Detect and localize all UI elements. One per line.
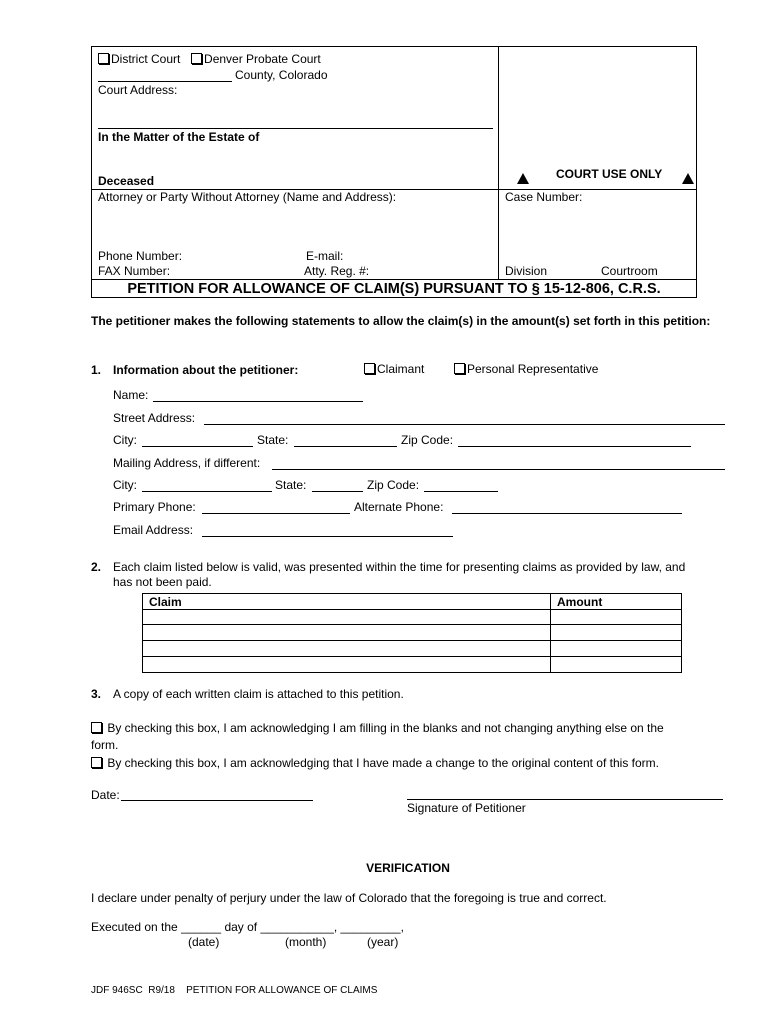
triangle-up-icon bbox=[682, 173, 694, 187]
form-title: PETITION FOR ALLOWANCE OF CLAIM(S) PURSUANT TO § 15-12-806, C.R.S. bbox=[127, 281, 661, 297]
form-revision: R9/18 bbox=[148, 985, 175, 996]
table-row[interactable] bbox=[143, 609, 681, 610]
executed-line[interactable]: Executed on the ______ day of ___________, _________, bbox=[91, 920, 404, 934]
triangle-up-icon bbox=[517, 173, 529, 187]
estate-name-line[interactable] bbox=[98, 128, 493, 129]
court-use-only: COURT USE ONLY bbox=[556, 167, 663, 181]
district-court-label: District Court bbox=[111, 52, 181, 66]
fax-label: FAX Number: bbox=[98, 264, 171, 278]
courtroom-label: Courtroom bbox=[601, 264, 658, 278]
executed-date-caption: (date) bbox=[188, 935, 220, 949]
mailing-zip-label: Zip Code: bbox=[367, 478, 420, 492]
ack-unchanged-line-2: form. bbox=[91, 738, 119, 752]
county-label: County, Colorado bbox=[235, 68, 328, 82]
personal-rep-checkbox[interactable] bbox=[454, 363, 465, 374]
claims-table bbox=[142, 593, 682, 673]
name-label: Name: bbox=[113, 388, 149, 402]
street-label: Street Address: bbox=[113, 411, 196, 425]
signature-label: Signature of Petitioner bbox=[407, 801, 526, 815]
caption-row-line-2 bbox=[91, 279, 697, 280]
claims-header-claim: Claim bbox=[149, 595, 182, 609]
ack-unchanged-checkbox[interactable] bbox=[91, 722, 102, 733]
matter-label: In the Matter of the Estate of bbox=[98, 130, 260, 144]
ack-unchanged bbox=[91, 721, 664, 735]
email-address-label: Email Address: bbox=[113, 523, 194, 537]
mailing-state-label: State: bbox=[275, 478, 307, 492]
claimant-label: Claimant bbox=[377, 362, 425, 376]
section-2-line-2: has not been paid. bbox=[113, 575, 212, 589]
verification-heading: VERIFICATION bbox=[366, 861, 450, 875]
claims-column-divider bbox=[550, 594, 551, 672]
email-label: E-mail: bbox=[306, 249, 344, 263]
personal-rep-label: Personal Representative bbox=[467, 362, 599, 376]
verification-declaration: I declare under penalty of perjury under the law of Colorado that the foregoing is true and correct. bbox=[91, 891, 607, 905]
zip-field[interactable] bbox=[458, 446, 691, 447]
ack-changed-checkbox[interactable] bbox=[91, 757, 102, 768]
date-label: Date: bbox=[91, 788, 120, 802]
alternate-phone-field[interactable] bbox=[452, 513, 682, 514]
executed-month-caption: (month) bbox=[285, 935, 327, 949]
court-type bbox=[98, 52, 321, 66]
section-1-number: 1. bbox=[91, 363, 102, 377]
district-court-checkbox[interactable] bbox=[98, 53, 109, 64]
denver-probate-checkbox[interactable] bbox=[191, 53, 202, 64]
table-row[interactable] bbox=[143, 656, 681, 657]
city-label: City: bbox=[113, 433, 137, 447]
claimant-checkbox[interactable] bbox=[364, 363, 375, 374]
section-1-heading: Information about the petitioner: bbox=[113, 363, 299, 377]
atty-reg-label: Atty. Reg. #: bbox=[304, 264, 370, 278]
footer-title: PETITION FOR ALLOWANCE OF CLAIMS bbox=[186, 985, 378, 996]
division-label: Division bbox=[505, 264, 548, 278]
mailing-state-field[interactable] bbox=[312, 491, 363, 492]
court-address-label: Court Address: bbox=[98, 83, 178, 97]
section-3-text: A copy of each written claim is attached to this petition. bbox=[113, 687, 404, 701]
section-3-number: 3. bbox=[91, 687, 102, 701]
ack-changed-text: By checking this box, I am acknowledging that I have made a change to the original content of this form. bbox=[107, 756, 659, 770]
denver-probate-label: Denver Probate Court bbox=[204, 52, 321, 66]
mailing-field[interactable] bbox=[272, 469, 725, 470]
table-row[interactable] bbox=[143, 640, 681, 641]
ack-unchanged-text: By checking this box, I am acknowledging I am filling in the blanks and not changing anything else on the bbox=[107, 721, 664, 735]
phone-label: Phone Number: bbox=[98, 249, 183, 263]
mailing-zip-field[interactable] bbox=[424, 491, 498, 492]
claims-header-amount: Amount bbox=[557, 595, 603, 609]
form-code: JDF 946SC bbox=[91, 985, 143, 996]
primary-phone-label: Primary Phone: bbox=[113, 500, 196, 514]
claimant-option bbox=[364, 362, 424, 376]
city-field[interactable] bbox=[142, 446, 253, 447]
state-label: State: bbox=[257, 433, 289, 447]
email-address-field[interactable] bbox=[202, 536, 453, 537]
caption-divider bbox=[498, 46, 499, 279]
attorney-label: Attorney or Party Without Attorney (Name and Address): bbox=[98, 190, 397, 204]
case-number-label: Case Number: bbox=[505, 190, 583, 204]
mailing-city-label: City: bbox=[113, 478, 137, 492]
date-field[interactable] bbox=[121, 800, 313, 801]
executed-year-caption: (year) bbox=[367, 935, 399, 949]
deceased-label: Deceased bbox=[98, 174, 155, 188]
signature-line[interactable] bbox=[407, 799, 723, 800]
name-field[interactable] bbox=[153, 401, 363, 402]
section-2-line-1: Each claim listed below is valid, was presented within the time for presenting claims as provided by law, and bbox=[113, 560, 686, 574]
zip-label: Zip Code: bbox=[401, 433, 454, 447]
street-field[interactable] bbox=[204, 424, 725, 425]
alternate-phone-label: Alternate Phone: bbox=[354, 500, 444, 514]
county-blank[interactable] bbox=[98, 81, 232, 82]
primary-phone-field[interactable] bbox=[202, 513, 350, 514]
mailing-city-field[interactable] bbox=[142, 491, 272, 492]
state-field[interactable] bbox=[294, 446, 397, 447]
footer bbox=[91, 985, 377, 996]
section-2-number: 2. bbox=[91, 560, 102, 574]
ack-changed bbox=[91, 756, 659, 770]
personal-rep-option bbox=[454, 362, 598, 376]
table-row[interactable] bbox=[143, 624, 681, 625]
mailing-label: Mailing Address, if different: bbox=[113, 456, 261, 470]
intro-text: The petitioner makes the following statements to allow the claim(s) in the amount(s) set forth in this petition: bbox=[91, 314, 711, 328]
